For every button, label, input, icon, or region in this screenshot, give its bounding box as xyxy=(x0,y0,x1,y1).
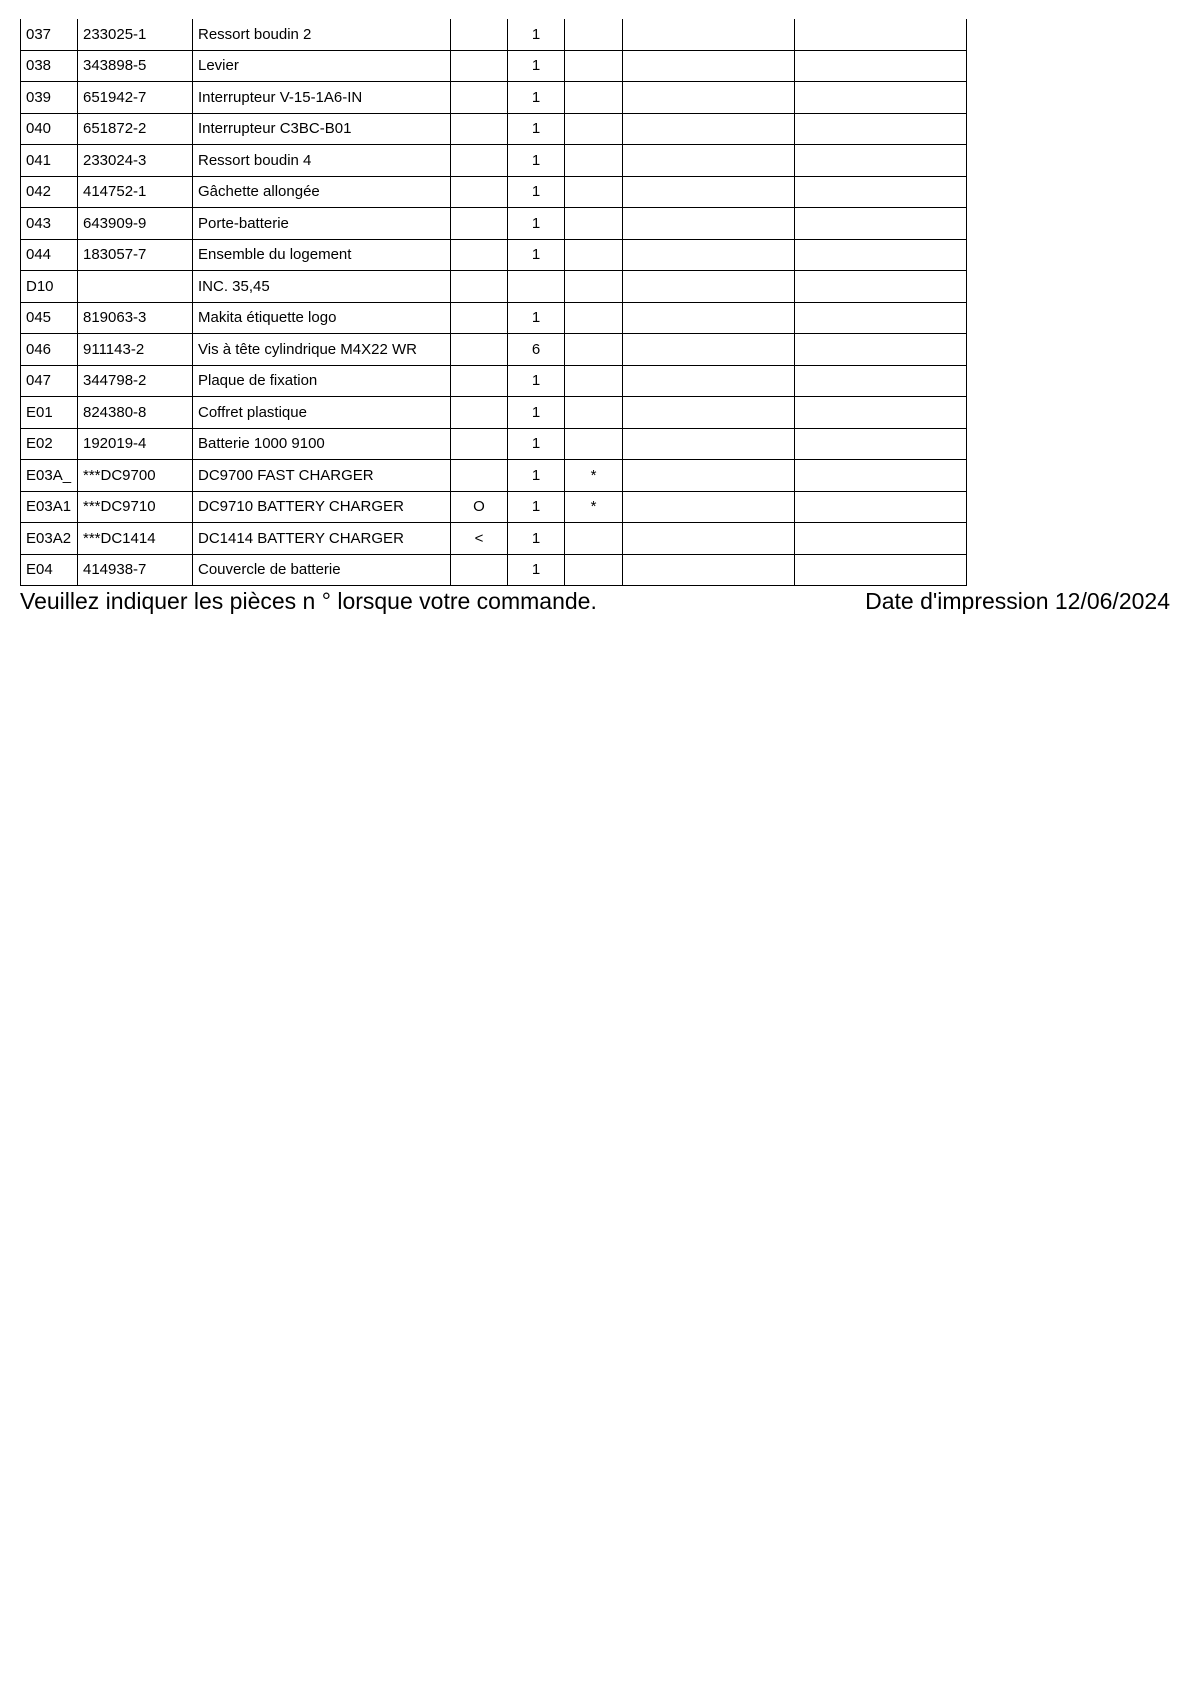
extra-cell xyxy=(795,50,967,82)
extra-cell xyxy=(623,491,795,523)
mark-cell xyxy=(565,302,623,334)
table-row xyxy=(21,523,967,555)
extra-cell xyxy=(795,145,967,177)
description-cell: DC9700 FAST CHARGER xyxy=(193,460,451,492)
extra-cell xyxy=(795,334,967,366)
part-number-cell: 344798-2 xyxy=(78,365,193,397)
note-cell xyxy=(451,271,508,303)
item-number-cell: E03A_ xyxy=(21,460,78,492)
note-cell xyxy=(451,145,508,177)
description-cell: Levier xyxy=(193,50,451,82)
extra-cell xyxy=(795,113,967,145)
table-row xyxy=(21,82,967,114)
item-number-cell: E03A2 xyxy=(21,523,78,555)
extra-cell xyxy=(795,302,967,334)
description-cell: DC9710 BATTERY CHARGER xyxy=(193,491,451,523)
mark-cell xyxy=(565,208,623,240)
mark-cell xyxy=(565,334,623,366)
part-number-cell: ***DC9700 xyxy=(78,460,193,492)
part-number-cell: 651872-2 xyxy=(78,113,193,145)
extra-cell xyxy=(623,554,795,586)
extra-cell xyxy=(623,302,795,334)
parts-table xyxy=(20,19,967,586)
table-row xyxy=(21,334,967,366)
extra-cell xyxy=(795,397,967,429)
mark-cell xyxy=(565,554,623,586)
description-cell: Makita étiquette logo xyxy=(193,302,451,334)
part-number-cell: ***DC1414 xyxy=(78,523,193,555)
extra-cell xyxy=(795,271,967,303)
mark-cell xyxy=(565,239,623,271)
item-number-cell: E02 xyxy=(21,428,78,460)
parts-table-body xyxy=(21,19,967,586)
item-number-cell: 042 xyxy=(21,176,78,208)
table-row xyxy=(21,460,967,492)
item-number-cell: 037 xyxy=(21,19,78,50)
part-number-cell: 343898-5 xyxy=(78,50,193,82)
part-number-cell: 643909-9 xyxy=(78,208,193,240)
extra-cell xyxy=(623,239,795,271)
quantity-cell: 1 xyxy=(508,491,565,523)
extra-cell xyxy=(623,334,795,366)
part-number-cell: 233024-3 xyxy=(78,145,193,177)
mark-cell xyxy=(565,145,623,177)
table-row xyxy=(21,239,967,271)
order-instruction-note: Veuillez indiquer les pièces n ° lorsque votre commande. xyxy=(20,588,597,614)
extra-cell xyxy=(795,208,967,240)
mark-cell xyxy=(565,428,623,460)
note-cell xyxy=(451,176,508,208)
part-number-cell: 824380-8 xyxy=(78,397,193,429)
item-number-cell: D10 xyxy=(21,271,78,303)
extra-cell xyxy=(795,176,967,208)
quantity-cell: 1 xyxy=(508,145,565,177)
extra-cell xyxy=(623,365,795,397)
print-date: Date d'impression 12/06/2024 xyxy=(865,588,1170,614)
quantity-cell: 1 xyxy=(508,176,565,208)
table-row xyxy=(21,365,967,397)
extra-cell xyxy=(623,397,795,429)
note-cell xyxy=(451,19,508,50)
item-number-cell: E04 xyxy=(21,554,78,586)
description-cell: Ressort boudin 4 xyxy=(193,145,451,177)
note-cell xyxy=(451,334,508,366)
extra-cell xyxy=(623,271,795,303)
description-cell: Porte-batterie xyxy=(193,208,451,240)
quantity-cell: 1 xyxy=(508,50,565,82)
quantity-cell: 1 xyxy=(508,19,565,50)
description-cell: INC. 35,45 xyxy=(193,271,451,303)
mark-cell xyxy=(565,82,623,114)
table-row xyxy=(21,208,967,240)
item-number-cell: E01 xyxy=(21,397,78,429)
extra-cell xyxy=(623,50,795,82)
description-cell: Interrupteur V-15-1A6-IN xyxy=(193,82,451,114)
extra-cell xyxy=(623,82,795,114)
description-cell: Gâchette allongée xyxy=(193,176,451,208)
note-cell xyxy=(451,208,508,240)
mark-cell: * xyxy=(565,460,623,492)
part-number-cell: 414938-7 xyxy=(78,554,193,586)
note-cell xyxy=(451,50,508,82)
extra-cell xyxy=(623,523,795,555)
description-cell: Vis à tête cylindrique M4X22 WR xyxy=(193,334,451,366)
item-number-cell: 038 xyxy=(21,50,78,82)
quantity-cell: 6 xyxy=(508,334,565,366)
note-cell xyxy=(451,82,508,114)
note-cell xyxy=(451,554,508,586)
item-number-cell: 039 xyxy=(21,82,78,114)
part-number-cell: 911143-2 xyxy=(78,334,193,366)
part-number-cell: 233025-1 xyxy=(78,19,193,50)
note-cell xyxy=(451,365,508,397)
note-cell: O xyxy=(451,491,508,523)
table-row xyxy=(21,271,967,303)
note-cell: < xyxy=(451,523,508,555)
item-number-cell: 045 xyxy=(21,302,78,334)
note-cell xyxy=(451,460,508,492)
quantity-cell: 1 xyxy=(508,460,565,492)
note-cell xyxy=(451,239,508,271)
mark-cell xyxy=(565,365,623,397)
quantity-cell xyxy=(508,271,565,303)
description-cell: Interrupteur C3BC-B01 xyxy=(193,113,451,145)
note-cell xyxy=(451,397,508,429)
mark-cell xyxy=(565,19,623,50)
mark-cell xyxy=(565,176,623,208)
extra-cell xyxy=(623,460,795,492)
table-row xyxy=(21,113,967,145)
extra-cell xyxy=(623,428,795,460)
quantity-cell: 1 xyxy=(508,113,565,145)
quantity-cell: 1 xyxy=(508,302,565,334)
extra-cell xyxy=(795,19,967,50)
extra-cell xyxy=(623,113,795,145)
mark-cell xyxy=(565,397,623,429)
extra-cell xyxy=(623,176,795,208)
mark-cell xyxy=(565,50,623,82)
part-number-cell: 651942-7 xyxy=(78,82,193,114)
part-number-cell: 183057-7 xyxy=(78,239,193,271)
table-row xyxy=(21,302,967,334)
table-row xyxy=(21,176,967,208)
extra-cell xyxy=(795,82,967,114)
extra-cell xyxy=(623,19,795,50)
table-row xyxy=(21,428,967,460)
extra-cell xyxy=(623,208,795,240)
quantity-cell: 1 xyxy=(508,239,565,271)
part-number-cell xyxy=(78,271,193,303)
table-row xyxy=(21,50,967,82)
extra-cell xyxy=(623,145,795,177)
quantity-cell: 1 xyxy=(508,397,565,429)
extra-cell xyxy=(795,428,967,460)
table-row xyxy=(21,491,967,523)
extra-cell xyxy=(795,239,967,271)
extra-cell xyxy=(795,491,967,523)
item-number-cell: E03A1 xyxy=(21,491,78,523)
mark-cell xyxy=(565,523,623,555)
mark-cell xyxy=(565,113,623,145)
table-row xyxy=(21,145,967,177)
description-cell: DC1414 BATTERY CHARGER xyxy=(193,523,451,555)
item-number-cell: 043 xyxy=(21,208,78,240)
extra-cell xyxy=(795,554,967,586)
description-cell: Ressort boudin 2 xyxy=(193,19,451,50)
item-number-cell: 041 xyxy=(21,145,78,177)
quantity-cell: 1 xyxy=(508,428,565,460)
note-cell xyxy=(451,302,508,334)
quantity-cell: 1 xyxy=(508,365,565,397)
part-number-cell: 414752-1 xyxy=(78,176,193,208)
extra-cell xyxy=(795,365,967,397)
extra-cell xyxy=(795,523,967,555)
quantity-cell: 1 xyxy=(508,523,565,555)
item-number-cell: 047 xyxy=(21,365,78,397)
note-cell xyxy=(451,113,508,145)
description-cell: Batterie 1000 9100 xyxy=(193,428,451,460)
table-row xyxy=(21,554,967,586)
part-number-cell: ***DC9710 xyxy=(78,491,193,523)
description-cell: Coffret plastique xyxy=(193,397,451,429)
quantity-cell: 1 xyxy=(508,554,565,586)
description-cell: Couvercle de batterie xyxy=(193,554,451,586)
mark-cell: * xyxy=(565,491,623,523)
part-number-cell: 819063-3 xyxy=(78,302,193,334)
mark-cell xyxy=(565,271,623,303)
part-number-cell: 192019-4 xyxy=(78,428,193,460)
table-row xyxy=(21,19,967,50)
description-cell: Plaque de fixation xyxy=(193,365,451,397)
table-row xyxy=(21,397,967,429)
item-number-cell: 040 xyxy=(21,113,78,145)
quantity-cell: 1 xyxy=(508,208,565,240)
extra-cell xyxy=(795,460,967,492)
note-cell xyxy=(451,428,508,460)
quantity-cell: 1 xyxy=(508,82,565,114)
item-number-cell: 046 xyxy=(21,334,78,366)
item-number-cell: 044 xyxy=(21,239,78,271)
description-cell: Ensemble du logement xyxy=(193,239,451,271)
